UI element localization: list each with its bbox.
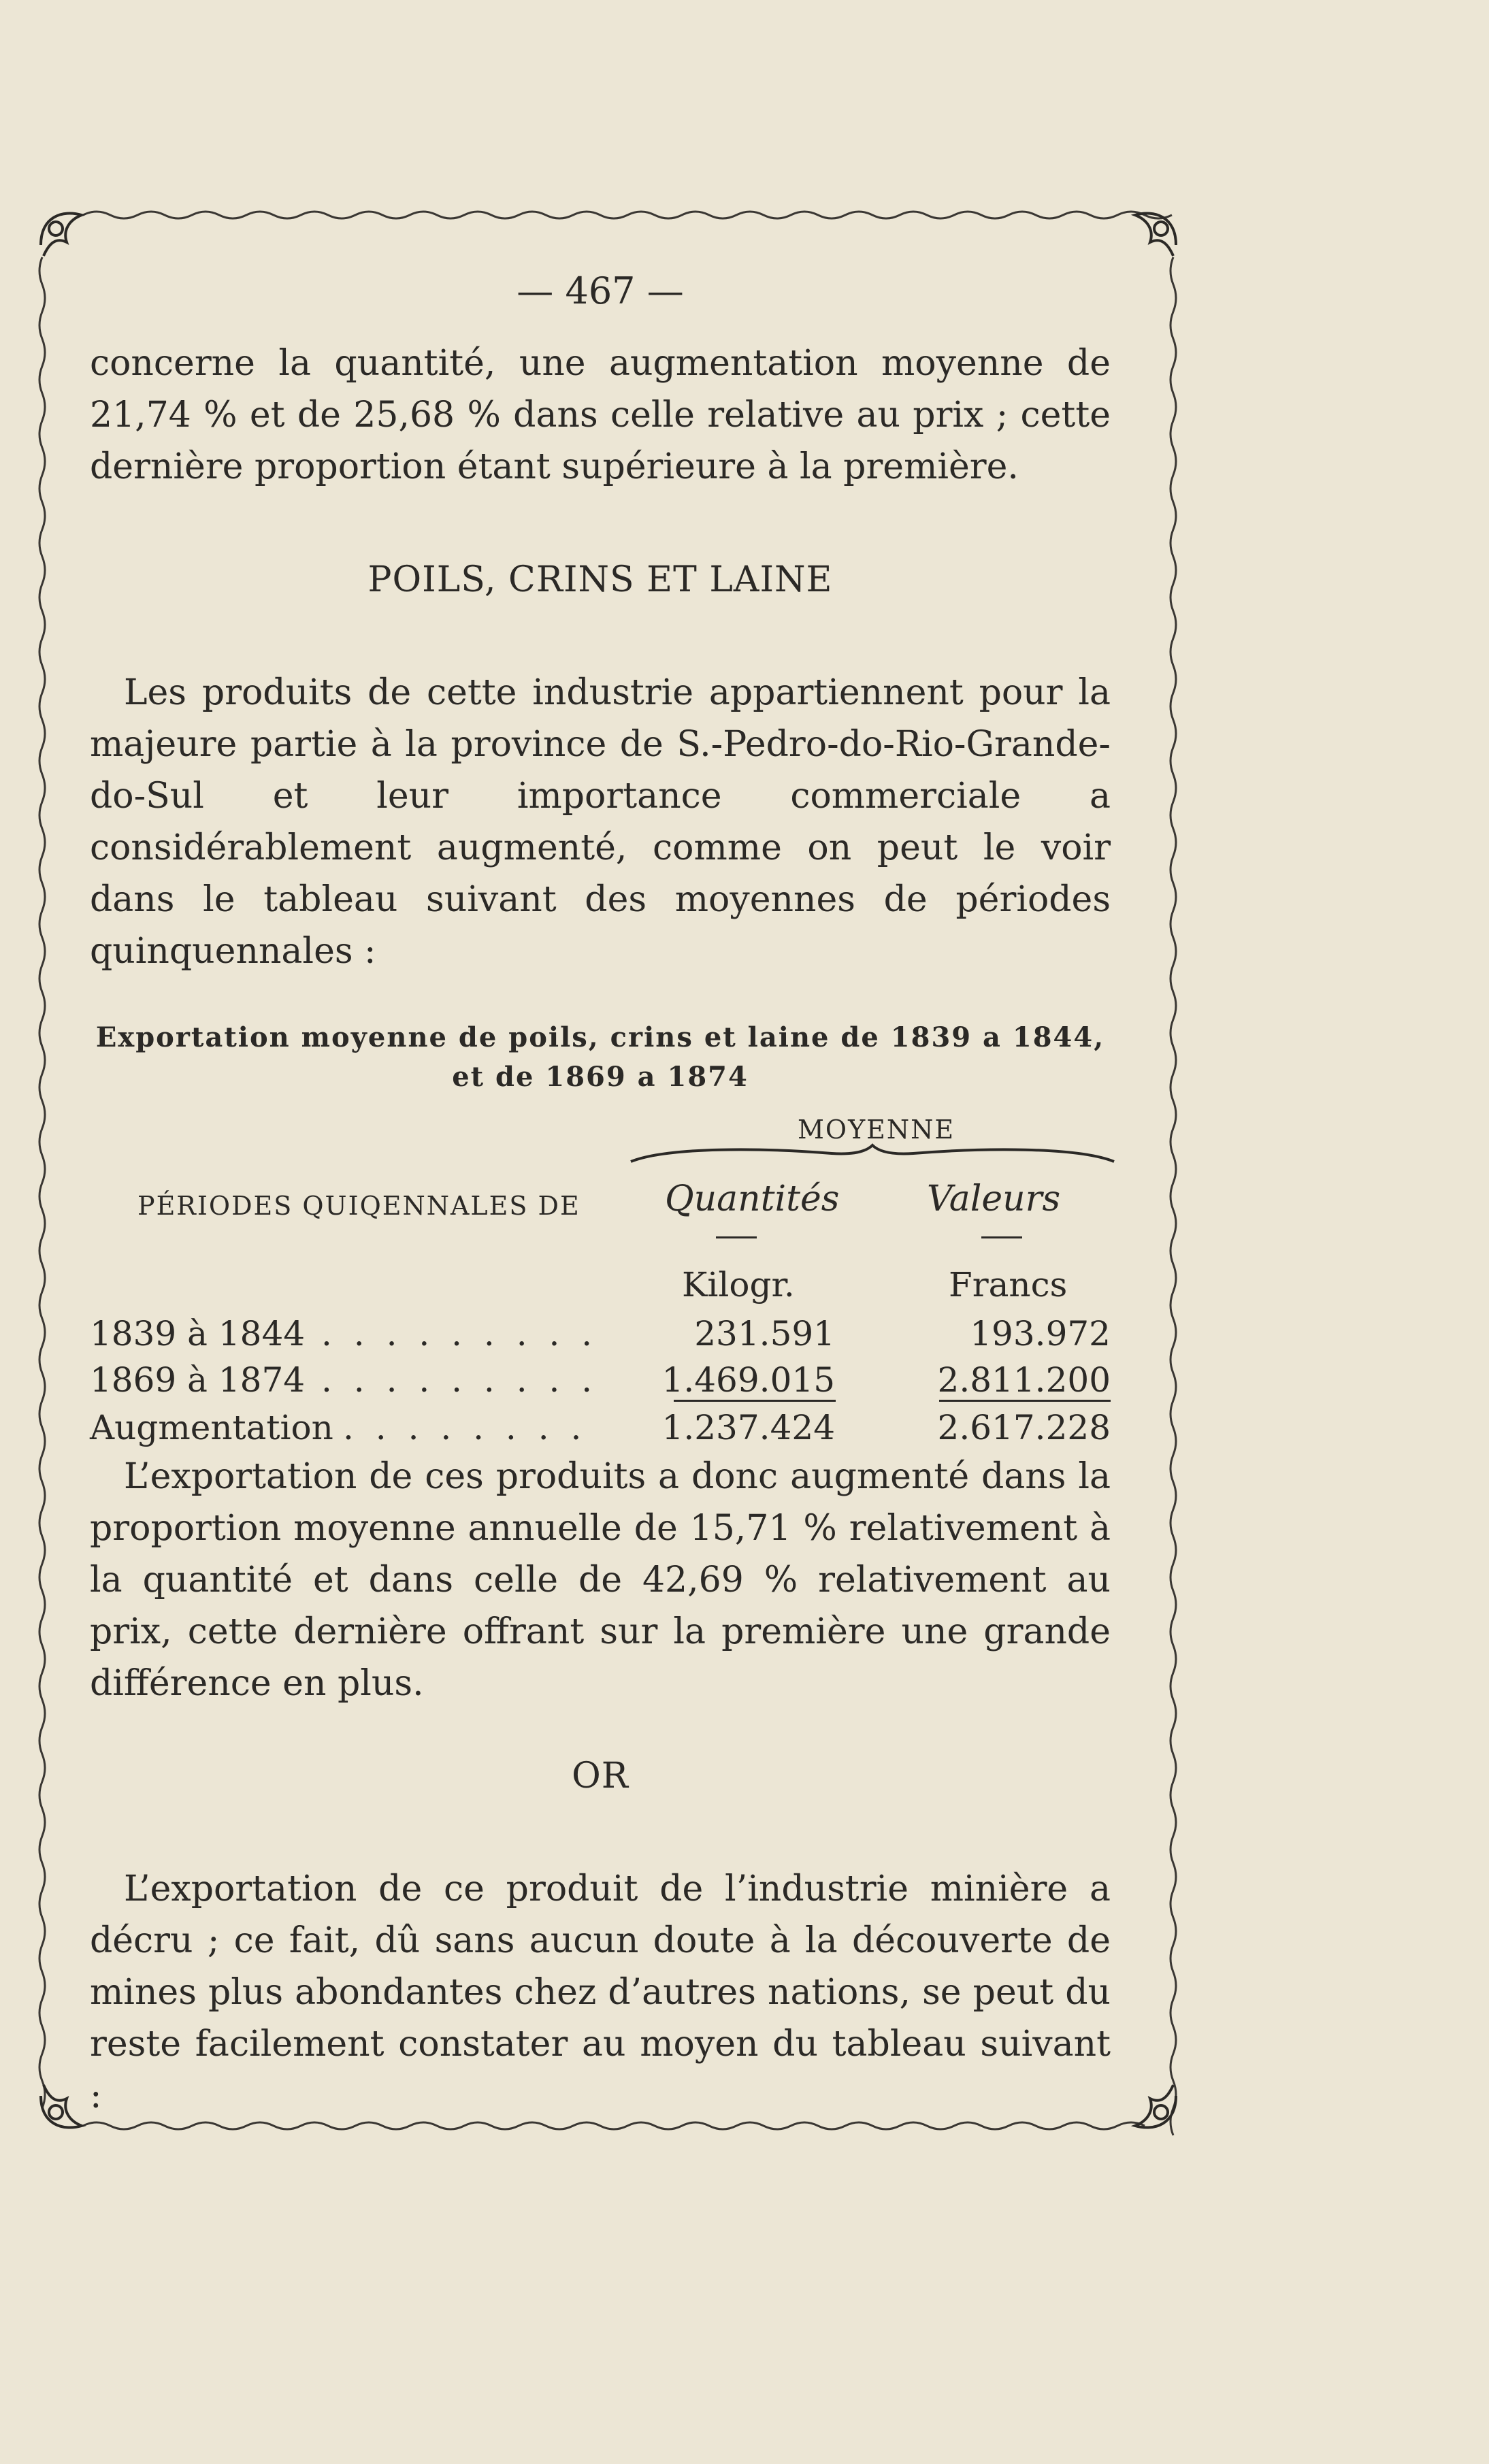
table-row-dots: . . . . . . . . <box>343 1408 587 1447</box>
continuation-paragraph: concerne la quantité, une augmentation moyenne de 21,74 % et de 25,68 % dans celle relative au prix ; cette dernière proportion étant supérieure à la première. <box>90 343 1111 487</box>
after-table-paragraph: L’exportation de ces produits a donc augmenté dans la proportion moyenne annuelle de 15,71 % relativement à la quantité et dans celle de 42,69 % relativement au prix, cette dernière offrant sur la première une grande différence en plus. <box>90 1456 1111 1704</box>
table-row-dots: . . . . . . . . . <box>321 1360 598 1400</box>
moyenne-brace <box>627 1141 1117 1168</box>
or-paragraph: L’exportation de ce produit de l’industrie minière a décru ; ce fait, dû sans aucun doute à la découverte de mines plus abondantes chez d’autres nations, se peut du reste facilement constater au moyen du tableau suivant : <box>90 1869 1111 2116</box>
page-number: — 467 — <box>517 269 684 312</box>
table-row-value: 2.617.228 <box>937 1408 1111 1447</box>
value-unit: Francs <box>949 1265 1068 1304</box>
quantity-unit: Kilogr. <box>682 1265 795 1304</box>
table-row-quantity: 231.591 <box>694 1314 835 1353</box>
table-row-quantity: 1.237.424 <box>661 1408 835 1447</box>
period-header: PÉRIODES QUIQENNALES DE <box>137 1191 580 1221</box>
poils-paragraph: Les produits de cette industrie appartiennent pour la majeure partie à la province de S.-Pedro-do-Rio-Grande-do-Sul et leur importance commerciale a considérablement augmenté, comme on peut le voir dans le tableau suivant des moyennes de périodes quinquennales : <box>90 672 1111 972</box>
section-title-or: OR <box>572 1756 629 1796</box>
section-title-poils: POILS, CRINS ET LAINE <box>367 559 833 600</box>
table-row-label: 1869 à 1874 <box>90 1360 306 1400</box>
quantity-header: Quantités <box>665 1179 840 1219</box>
table-row-value: 193.972 <box>970 1314 1111 1353</box>
table-caption <box>90 1018 1111 1097</box>
table-caption-line2: et de 1869 a 1874 <box>452 1061 749 1093</box>
value-header: Valeurs <box>927 1179 1061 1219</box>
table-row-dots: . . . . . . . . . <box>321 1314 598 1353</box>
quantity-dash <box>716 1236 757 1238</box>
table-caption-line1: Exportation moyenne de poils, crins et laine de 1839 a 1844, <box>95 1021 1105 1053</box>
moyenne-header: MOYENNE <box>798 1115 955 1145</box>
value-dash <box>981 1236 1022 1238</box>
table-row-label: 1839 à 1844 <box>90 1314 306 1353</box>
export-table <box>90 1104 1111 1451</box>
table-row-quantity: 1.469.015 <box>661 1360 835 1400</box>
table-row-value: 2.811.200 <box>937 1360 1111 1400</box>
table-row-label: Augmentation <box>90 1408 333 1447</box>
